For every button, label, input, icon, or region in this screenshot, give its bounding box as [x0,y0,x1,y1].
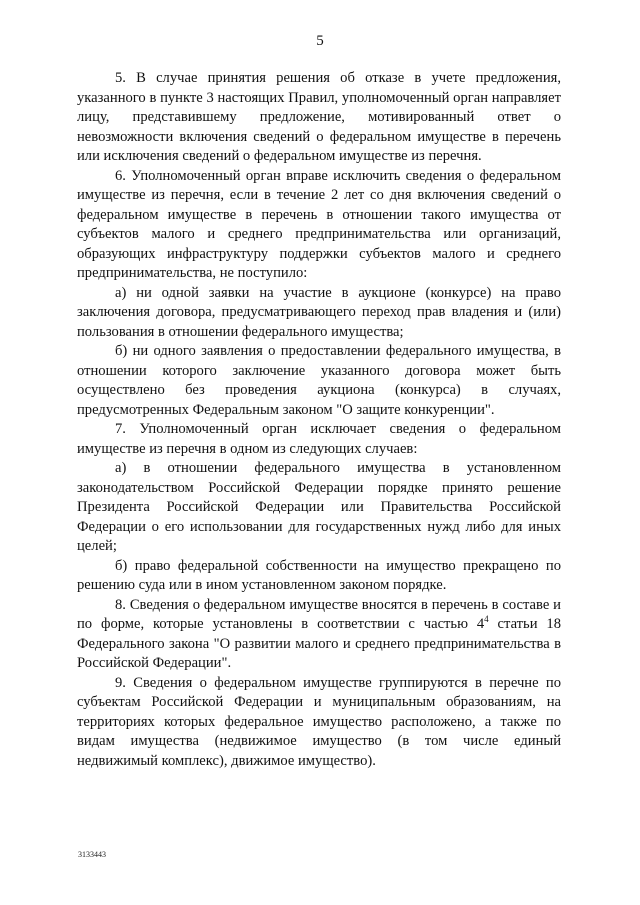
paragraph-7: 7. Уполномоченный орган исключает сведения о федеральном имуществе из перечня в одном из следующих случаев: [77,421,561,457]
paragraph-6: 6. Уполномоченный орган вправе исключить сведения о федеральном имуществе из перечня, если в течение 2 лет со дня включения сведений о федеральном имуществе в перечень в отношении такого имущества от субъектов малого и среднего предпринимательства или организаций, образующих инфраструктуру поддержки субъектов малого и среднего предпринимательства, не поступило: [77,167,561,281]
paragraph-5: 5. В случае принятия решения об отказе в учете предложения, указанного в пункте 3 настоящих Правил, уполномоченный орган направляет лицу, представившему предложение, мотивированный ответ о невозможности включения сведений о федеральном имуществе в перечень или исключения сведений о федеральном имуществе из перечня. [77,70,561,164]
paragraph-9: 9. Сведения о федеральном имуществе группируются в перечне по субъектам Российской Федерации и муниципальным образованиям, на территориях которых федеральное имущество расположено, а также по видам имущества (недвижимое имущество (в том числе единый недвижимый комплекс), движимое имущество). [77,674,561,769]
paragraph-8-text-end: статьи 18 Федерального закона "О развитии малого и среднего предпринимательства в Российской Федерации". [77,616,561,671]
document-body [77,69,561,771]
paragraph-7b: б) право федеральной собственности на имущество прекращено по решению суда или в ином установленном законом порядке. [77,557,561,593]
paragraph-6b: б) ни одного заявления о предоставлении федерального имущества, в отношении которого заключение указанного договора может быть осуществлено без проведения аукциона (конкурса) в случаях, предусмотренных Федеральным законом "О защите конкуренции". [77,343,561,418]
paragraph-8-superscript: 4 [484,614,489,625]
document-code: 3133443 [78,850,106,859]
page-number: 5 [316,33,324,49]
paragraph-8-text-start: 8. Сведения о федеральном имуществе вносятся в перечень в составе и по форме, которые установлены в соответствии с частью 4 [77,596,561,632]
paragraph-7a: а) в отношении федерального имущества в установленном законодательством Российской Федерации порядке принято решение Президента Российской Федерации или Правительства Российской Федерации о его использовании для государственных нужд либо для иных целей; [77,460,561,554]
paragraph-6a: а) ни одной заявки на участие в аукционе (конкурсе) на право заключения договора, предусматривающего переход прав владения и (или) пользования в отношении федерального имущества; [77,284,561,340]
paragraph-8 [77,596,561,674]
